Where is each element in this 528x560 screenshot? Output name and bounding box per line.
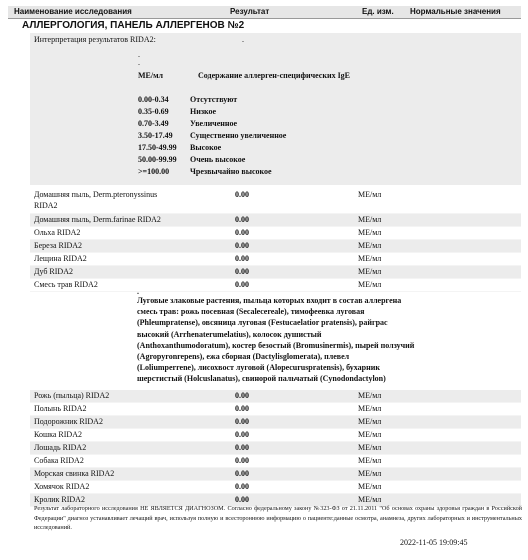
test-unit: МЕ/мл bbox=[358, 495, 382, 504]
test-result: 0.00 bbox=[235, 267, 249, 276]
test-name: Лещина RIDA2 bbox=[34, 254, 87, 263]
interpretation-label: Интерпретация результатов RIDA2: bbox=[34, 35, 156, 44]
test-result: 0.00 bbox=[235, 456, 249, 465]
results-table-b bbox=[30, 390, 521, 507]
scale-range: 3.50-17.49 bbox=[138, 131, 173, 140]
scale-level: Существенно увеличенное bbox=[190, 131, 287, 140]
test-unit: МЕ/мл bbox=[358, 469, 382, 478]
scale-level: Низкое bbox=[190, 107, 217, 116]
note-line: шерстистый (Holcuslanatus), свинорой пальчатый (Cynodondactylon) bbox=[137, 374, 386, 384]
test-name: Хомячок RIDA2 bbox=[34, 482, 90, 491]
dot: . bbox=[242, 35, 244, 44]
test-unit: МЕ/мл bbox=[358, 241, 382, 250]
table-row bbox=[30, 481, 521, 494]
test-unit: МЕ/мл bbox=[358, 228, 382, 237]
content-heading: Содержание аллерген-специфических IgE bbox=[198, 71, 351, 80]
table-row bbox=[30, 227, 521, 240]
col-name-header: Наименование исследования bbox=[14, 7, 132, 16]
unit-heading: МЕ/мл bbox=[138, 71, 164, 80]
test-name-cont: RIDA2 bbox=[34, 201, 58, 210]
test-name: Полынь RIDA2 bbox=[34, 404, 87, 413]
test-unit: МЕ/мл bbox=[358, 190, 382, 199]
test-name: Кошка RIDA2 bbox=[34, 430, 82, 439]
test-unit: МЕ/мл bbox=[358, 404, 382, 413]
test-name: Дуб RIDA2 bbox=[34, 267, 73, 276]
note-line: смесь трав: рожь посевная (Secalecereale), тимофеевка луговая bbox=[137, 307, 365, 317]
table-row bbox=[30, 429, 521, 442]
test-result: 0.00 bbox=[235, 254, 249, 263]
dot: . bbox=[138, 50, 140, 59]
dot: . bbox=[138, 58, 140, 67]
scale-range: 50.00-99.99 bbox=[138, 155, 177, 164]
test-name: Собака RIDA2 bbox=[34, 456, 84, 465]
table-row bbox=[30, 189, 521, 214]
test-name: Рожь (пыльца) RIDA2 bbox=[34, 391, 110, 400]
scale-level: Чрезвычайно высокое bbox=[190, 167, 272, 176]
col-norm-header: Нормальные значения bbox=[410, 7, 501, 16]
test-result: 0.00 bbox=[235, 404, 249, 413]
test-unit: МЕ/мл bbox=[358, 215, 382, 224]
col-result-header: Результат bbox=[230, 7, 270, 16]
scale-level: Отсутствуют bbox=[190, 95, 238, 104]
table-row bbox=[30, 390, 521, 403]
grass-mix-note bbox=[137, 295, 477, 385]
table-row bbox=[30, 279, 521, 292]
col-unit-header: Ед. изм. bbox=[362, 7, 394, 16]
table-header bbox=[8, 6, 521, 19]
test-unit: МЕ/мл bbox=[358, 267, 382, 276]
scale-range: 17.50-49.99 bbox=[138, 143, 177, 152]
test-unit: МЕ/мл bbox=[358, 482, 382, 491]
test-result: 0.00 bbox=[235, 417, 249, 426]
test-result: 0.00 bbox=[235, 443, 249, 452]
table-row bbox=[30, 266, 521, 279]
test-name: Ольха RIDA2 bbox=[34, 228, 81, 237]
test-result: 0.00 bbox=[235, 280, 249, 289]
test-name: Домашняя пыль, Derm.pteronyssinus bbox=[34, 190, 158, 199]
test-name: Береза RIDA2 bbox=[34, 241, 83, 250]
test-name: Домашняя пыль, Derm.farinae RIDA2 bbox=[34, 215, 161, 224]
scale-range: 0.70-3.49 bbox=[138, 119, 169, 128]
test-name: Морская свинка RIDA2 bbox=[34, 469, 115, 478]
test-name: Лошадь RIDA2 bbox=[34, 443, 87, 452]
test-name: Смесь трав RIDA2 bbox=[34, 280, 98, 289]
disclaimer-text: Результат лабораторного исследования НЕ ЯВЛЯЕТСЯ ДИАГНОЗОМ. Согласно федеральному закону №323-ФЗ от 21.11.2011 "Об основах охраны здоровья граждан в Российской Федерации" диагноз устанавливает лечащий врач, используя полную и всестороннюю информацию о пациенте:данные осмотра, анамнеза, других лабораторных и инструментальных исследований. bbox=[34, 505, 522, 531]
test-unit: МЕ/мл bbox=[358, 417, 382, 426]
test-result: 0.00 bbox=[235, 241, 249, 250]
table-row bbox=[30, 253, 521, 266]
scale-range: 0.00-0.34 bbox=[138, 95, 169, 104]
table-row bbox=[30, 468, 521, 481]
scale-range: >=100.00 bbox=[138, 167, 170, 176]
test-result: 0.00 bbox=[235, 430, 249, 439]
test-unit: МЕ/мл bbox=[358, 443, 382, 452]
test-unit: МЕ/мл bbox=[358, 254, 382, 263]
table-row bbox=[30, 240, 521, 253]
section-title: АЛЛЕРГОЛОГИЯ, ПАНЕЛЬ АЛЛЕРГЕНОВ №2 bbox=[22, 20, 245, 31]
results-table-a bbox=[30, 189, 521, 292]
note-line: (Agropyronrepens), ежа сборная (Dactylisglomerata), плевел bbox=[137, 352, 350, 362]
test-result: 0.00 bbox=[235, 228, 249, 237]
test-result: 0.00 bbox=[235, 190, 249, 199]
scale-level: Увеличенное bbox=[190, 119, 238, 128]
scale-level: Высокое bbox=[190, 143, 222, 152]
test-unit: МЕ/мл bbox=[358, 456, 382, 465]
note-line: (Loliumperrene), лисохвост луговой (Alopecuruspratensis), бухарник bbox=[137, 363, 380, 373]
test-result: 0.00 bbox=[235, 482, 249, 491]
note-line: (Phleumpratense), овсяница луговая (Festucaelatior pratensis), райграс bbox=[137, 318, 388, 328]
test-name: Кролик RIDA2 bbox=[34, 495, 85, 504]
note-line: Луговые злаковые растения, пыльца которых входит в состав аллергена bbox=[137, 296, 402, 305]
interpretation-panel bbox=[30, 33, 521, 185]
note-line: (Anthoxanthumodoratum), костер безостый (Bromusinermis), пырей ползучий bbox=[137, 340, 415, 350]
report-timestamp: 2022-11-05 19:09:45 bbox=[400, 538, 468, 547]
table-row bbox=[30, 214, 521, 227]
note-line: высокий (Arrhenaterumelatius), колосок душистый bbox=[137, 329, 322, 339]
test-result: 0.00 bbox=[235, 215, 249, 224]
table-row bbox=[30, 455, 521, 468]
table-row bbox=[30, 403, 521, 416]
dot: . bbox=[137, 287, 139, 296]
test-unit: МЕ/мл bbox=[358, 391, 382, 400]
test-name: Подорожник RIDA2 bbox=[34, 417, 103, 426]
test-unit: МЕ/мл bbox=[358, 430, 382, 439]
test-result: 0.00 bbox=[235, 469, 249, 478]
table-row bbox=[30, 442, 521, 455]
test-unit: МЕ/мл bbox=[358, 280, 382, 289]
scale-range: 0.35-0.69 bbox=[138, 107, 169, 116]
scale-level: Очень высокое bbox=[190, 155, 246, 164]
test-result: 0.00 bbox=[235, 391, 249, 400]
table-row bbox=[30, 416, 521, 429]
test-result: 0.00 bbox=[235, 495, 249, 504]
